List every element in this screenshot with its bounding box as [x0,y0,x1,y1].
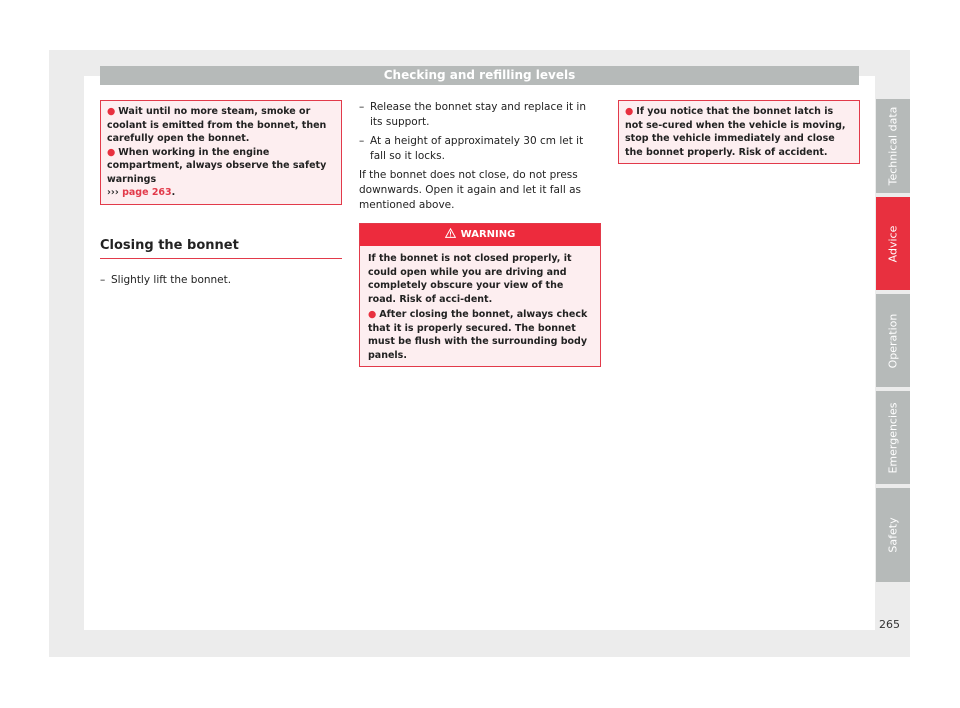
step-text: Slightly lift the bonnet. [111,273,232,286]
tab-technical-data[interactable] [876,99,910,193]
warning-header [360,224,600,246]
warning-body [360,246,600,366]
tab-label: Advice [886,225,900,262]
tab-label: Safety [886,517,900,553]
step-item [100,273,342,288]
page-header: Checking and refilling levels [100,66,859,85]
page-reference-link[interactable]: page 263 [122,187,172,198]
warning-text: If the bonnet is not closed properly, it could open while you are driving and completely obscure your view of the road. Risk of acci-dent. [368,253,572,305]
step-text: Release the bonnet stay and replace it in its support. [370,101,586,128]
dash-icon: – [100,273,106,286]
warning-triangle-icon [445,228,456,238]
tab-operation[interactable] [876,294,910,387]
bullet-icon: ● [625,106,634,117]
dash-icon: – [359,101,365,113]
step-text: At a height of approximately 30 cm let it fall so it locks. [370,135,584,162]
caution-box [100,100,342,205]
warning-item [368,308,592,362]
tab-label: Technical data [886,106,900,186]
caution-box [618,100,860,164]
dash-icon: – [359,135,365,147]
warning-title: WARNING [460,229,516,240]
bullet-icon: ● [107,146,116,158]
caution-text: When working in the engine compartment, always observe the safety warnings [107,146,327,185]
left-column [100,100,342,292]
warning-item-text: After closing the bonnet, always check that it is properly secured. The bonnet must be flush with the surrounding body panels. [368,309,588,361]
bullet-icon: ● [107,106,116,117]
body-paragraph: If the bonnet does not close, do not press downwards. Open it again and let it fall as mentioned above. [359,169,581,211]
warning-box [359,223,601,367]
caution-item [625,105,853,159]
tab-safety[interactable] [876,488,910,582]
middle-column [359,100,601,367]
caution-item [107,146,335,200]
tab-label: Operation [886,313,900,368]
step-list [100,273,342,288]
page-number: 265 [879,618,900,631]
caution-item [107,105,335,146]
right-column [618,100,860,164]
bullet-icon: ● [368,309,377,320]
tab-advice[interactable] [876,197,910,290]
tab-emergencies[interactable] [876,391,910,484]
section-title: Closing the bonnet [100,238,342,259]
caution-text: If you notice that the bonnet latch is not se-cured when the vehicle is moving, stop the vehicle immediately and close the bonnet properly. Risk of accident. [625,106,846,158]
tab-label: Emergencies [886,401,900,474]
link-suffix: . [171,187,176,198]
link-arrow-icon: ››› [107,187,119,198]
step-item [359,134,601,164]
caution-text: Wait until no more steam, smoke or coolant is emitted from the bonnet, then carefully open the bonnet. [107,106,327,144]
step-item [359,100,601,130]
